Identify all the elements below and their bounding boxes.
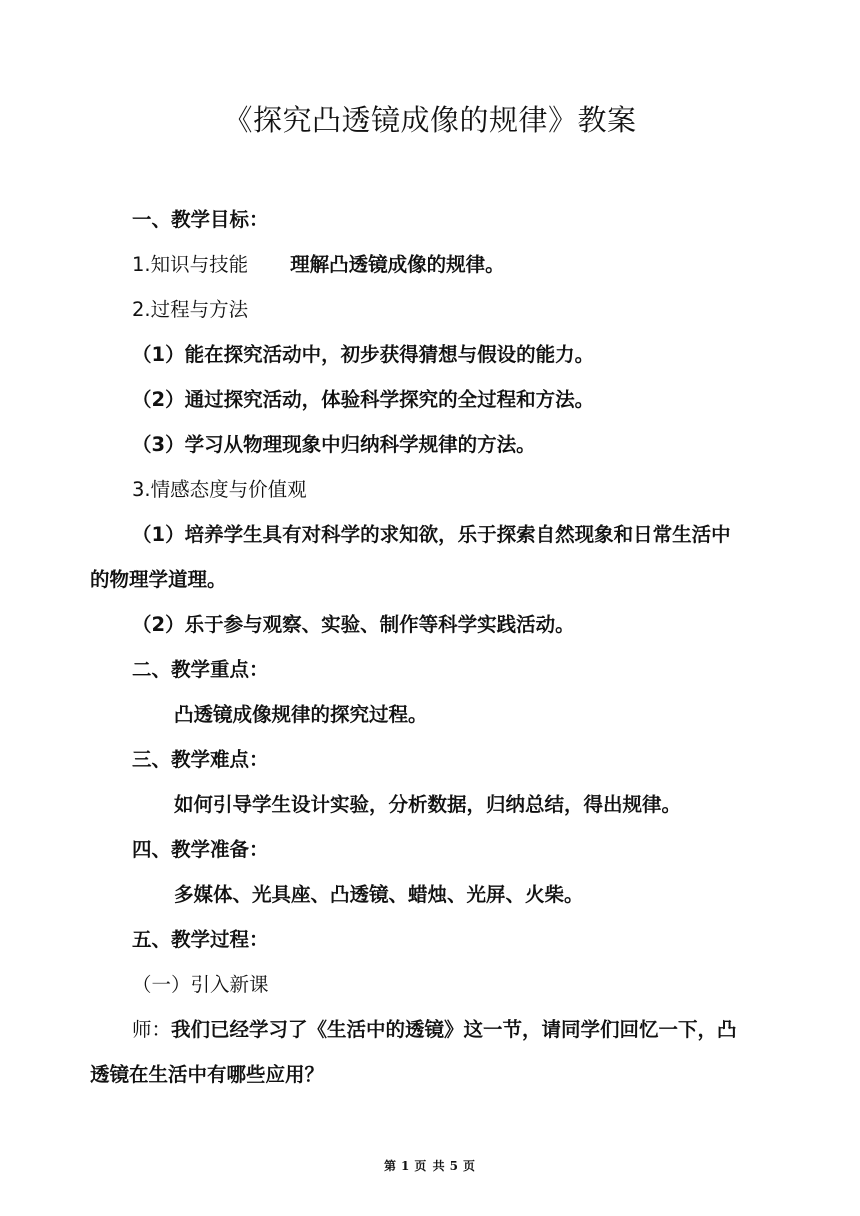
section-3-text: 如何引导学生设计实验，分析数据，归纳总结，得出规律。: [174, 793, 682, 816]
teacher-dialog-text-1: 我们已经学习了《生活中的透镜》这一节，请同学们回忆一下，凸: [171, 1018, 737, 1041]
section-3-heading: 三、教学难点：: [132, 748, 269, 771]
objective-attitude-label: 3.情感态度与价值观: [132, 478, 307, 501]
objective-attitude-item-2: （2）乐于参与观察、实验、制作等科学实践活动。: [132, 613, 575, 636]
section-4-text: 多媒体、光具座、凸透镜、蜡烛、光屏、火柴。: [174, 883, 584, 906]
section-5-heading: 五、教学过程：: [132, 928, 269, 951]
footer-page-number: 1: [401, 1159, 411, 1173]
section-5-subheading-1: （一）引入新课: [132, 973, 269, 996]
section-1-heading: 一、教学目标：: [132, 208, 269, 231]
objective-knowledge-text: 理解凸透镜成像的规律。: [290, 253, 505, 276]
section-2-heading: 二、教学重点：: [132, 658, 269, 681]
objective-process-label: 2.过程与方法: [132, 298, 249, 321]
teacher-speaker-label: 师：: [132, 1018, 172, 1041]
teacher-dialog-line-2: 透镜在生活中有哪些应用？: [90, 1063, 325, 1086]
footer-prefix: 第: [384, 1159, 398, 1173]
page-footer: [0, 1157, 860, 1174]
objective-process-item-1: （1）能在探究活动中，初步获得猜想与假设的能力。: [132, 343, 595, 366]
teacher-dialog-line-1: [132, 1018, 737, 1042]
objective-attitude-item-1-line-2: 的物理学道理。: [90, 568, 227, 591]
objective-process-item-3: （3）学习从物理现象中归纳科学规律的方法。: [132, 433, 536, 456]
objective-knowledge: [132, 253, 505, 277]
objective-attitude-item-1-line-1: （1）培养学生具有对科学的求知欲，乐于探索自然现象和日常生活中: [132, 523, 731, 546]
objective-process-item-2: （2）通过探究活动，体验科学探究的全过程和方法。: [132, 388, 595, 411]
footer-mid: 页 共: [414, 1159, 446, 1173]
section-4-heading: 四、教学准备：: [132, 838, 269, 861]
footer-total-pages: 5: [449, 1159, 459, 1173]
objective-knowledge-label: 1.知识与技能: [132, 253, 249, 276]
document-title: 《探究凸透镜成像的规律》教案: [223, 103, 637, 137]
footer-suffix: 页: [462, 1159, 476, 1173]
section-2-text: 凸透镜成像规律的探究过程。: [174, 703, 428, 726]
